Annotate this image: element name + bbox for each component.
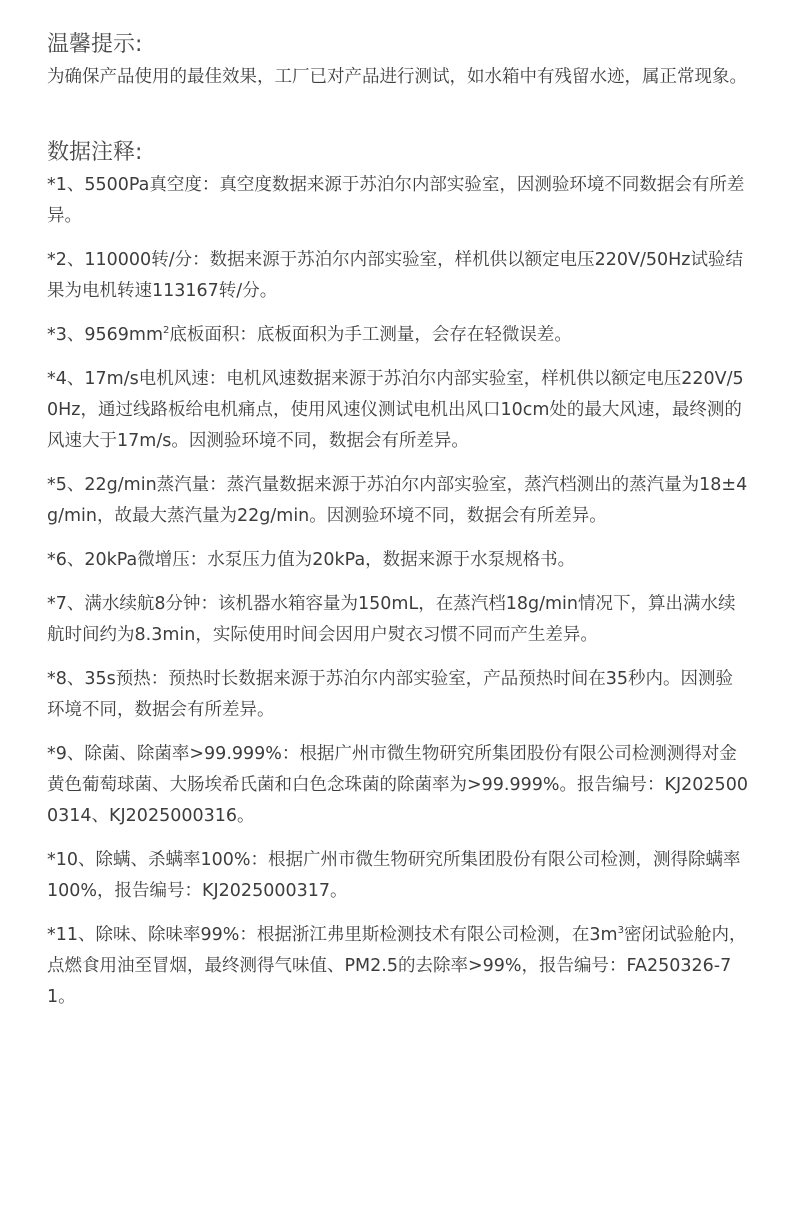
note-11 [47, 920, 750, 1013]
note-2: *2、110000转/分：数据来源于苏泊尔内部实验室，样机供以额定电压220V/50Hz试验结果为电机转速113167转/分。 [47, 250, 743, 301]
note-9: *9、除菌、除菌率>99.999%：根据广州市微生物研究所集团股份有限公司检测测得对金黄色葡萄球菌、大肠埃希氏菌和白色念珠菌的除菌率为>99.999%。报告编号：KJ2025000314、KJ2025000316。 [47, 744, 748, 826]
notes-title: 数据注释: [47, 140, 143, 165]
note-8: *8、35s预热：预热时长数据来源于苏泊尔内部实验室，产品预热时间在35秒内。因测验环境不同，数据会有所差异。 [47, 669, 734, 720]
note-4: *4、17m/s电机风速：电机风速数据来源于苏泊尔内部实验室，样机供以额定电压220V/50Hz，通过线路板给电机痛点，使用风速仪测试电机出风口10cm处的最大风速，最终测的风速大于17m/s。因测验环境不同，数据会有所差异。 [47, 369, 744, 451]
notes-list [47, 170, 750, 1013]
note-3-suffix: 底板面积：底板面积为手工测量，会存在轻微误差。 [169, 325, 572, 345]
tip-title: 温馨提示: [47, 32, 143, 57]
note-7: *7、满水续航8分钟：该机器水箱容量为150mL，在蒸汽档18g/min情况下，算出满水续航时间约为8.3min，实际使用时间会因用户熨衣习惯不同而产生差异。 [47, 594, 736, 645]
note-10: *10、除螨、杀螨率100%：根据广州市微生物研究所集团股份有限公司检测，测得除螨率100%，报告编号：KJ2025000317。 [47, 850, 741, 901]
note-11-sup: 3 [617, 925, 624, 936]
note-11-suffix: 密闭试验舱内，点燃食用油至冒烟，最终测得气味值、PM2.5的去除率>99%，报告编号：FA250326-71。 [47, 925, 747, 1007]
note-3-prefix: *3、9569mm [47, 325, 164, 345]
note-5: *5、22g/min蒸汽量：蒸汽量数据来源于苏泊尔内部实验室，蒸汽档测出的蒸汽量为18±4g/min，故最大蒸汽量为22g/min。因测验环境不同，数据会有所差异。 [47, 475, 748, 526]
tip-text: 为确保产品使用的最佳效果，工厂已对产品进行测试，如水箱中有残留水迹，属正常现象。 [47, 67, 747, 87]
note-3-sup: 2 [163, 325, 170, 336]
note-11-prefix: *11、除味、除味率99%：根据浙江弗里斯检测技术有限公司检测，在3m [47, 925, 618, 945]
note-1: *1、5500Pa真空度：真空度数据来源于苏泊尔内部实验室，因测验环境不同数据会有所差异。 [47, 175, 745, 226]
note-6: *6、20kPa微增压：水泵压力值为20kPa，数据来源于水泵规格书。 [47, 550, 576, 570]
note-3 [47, 320, 750, 351]
